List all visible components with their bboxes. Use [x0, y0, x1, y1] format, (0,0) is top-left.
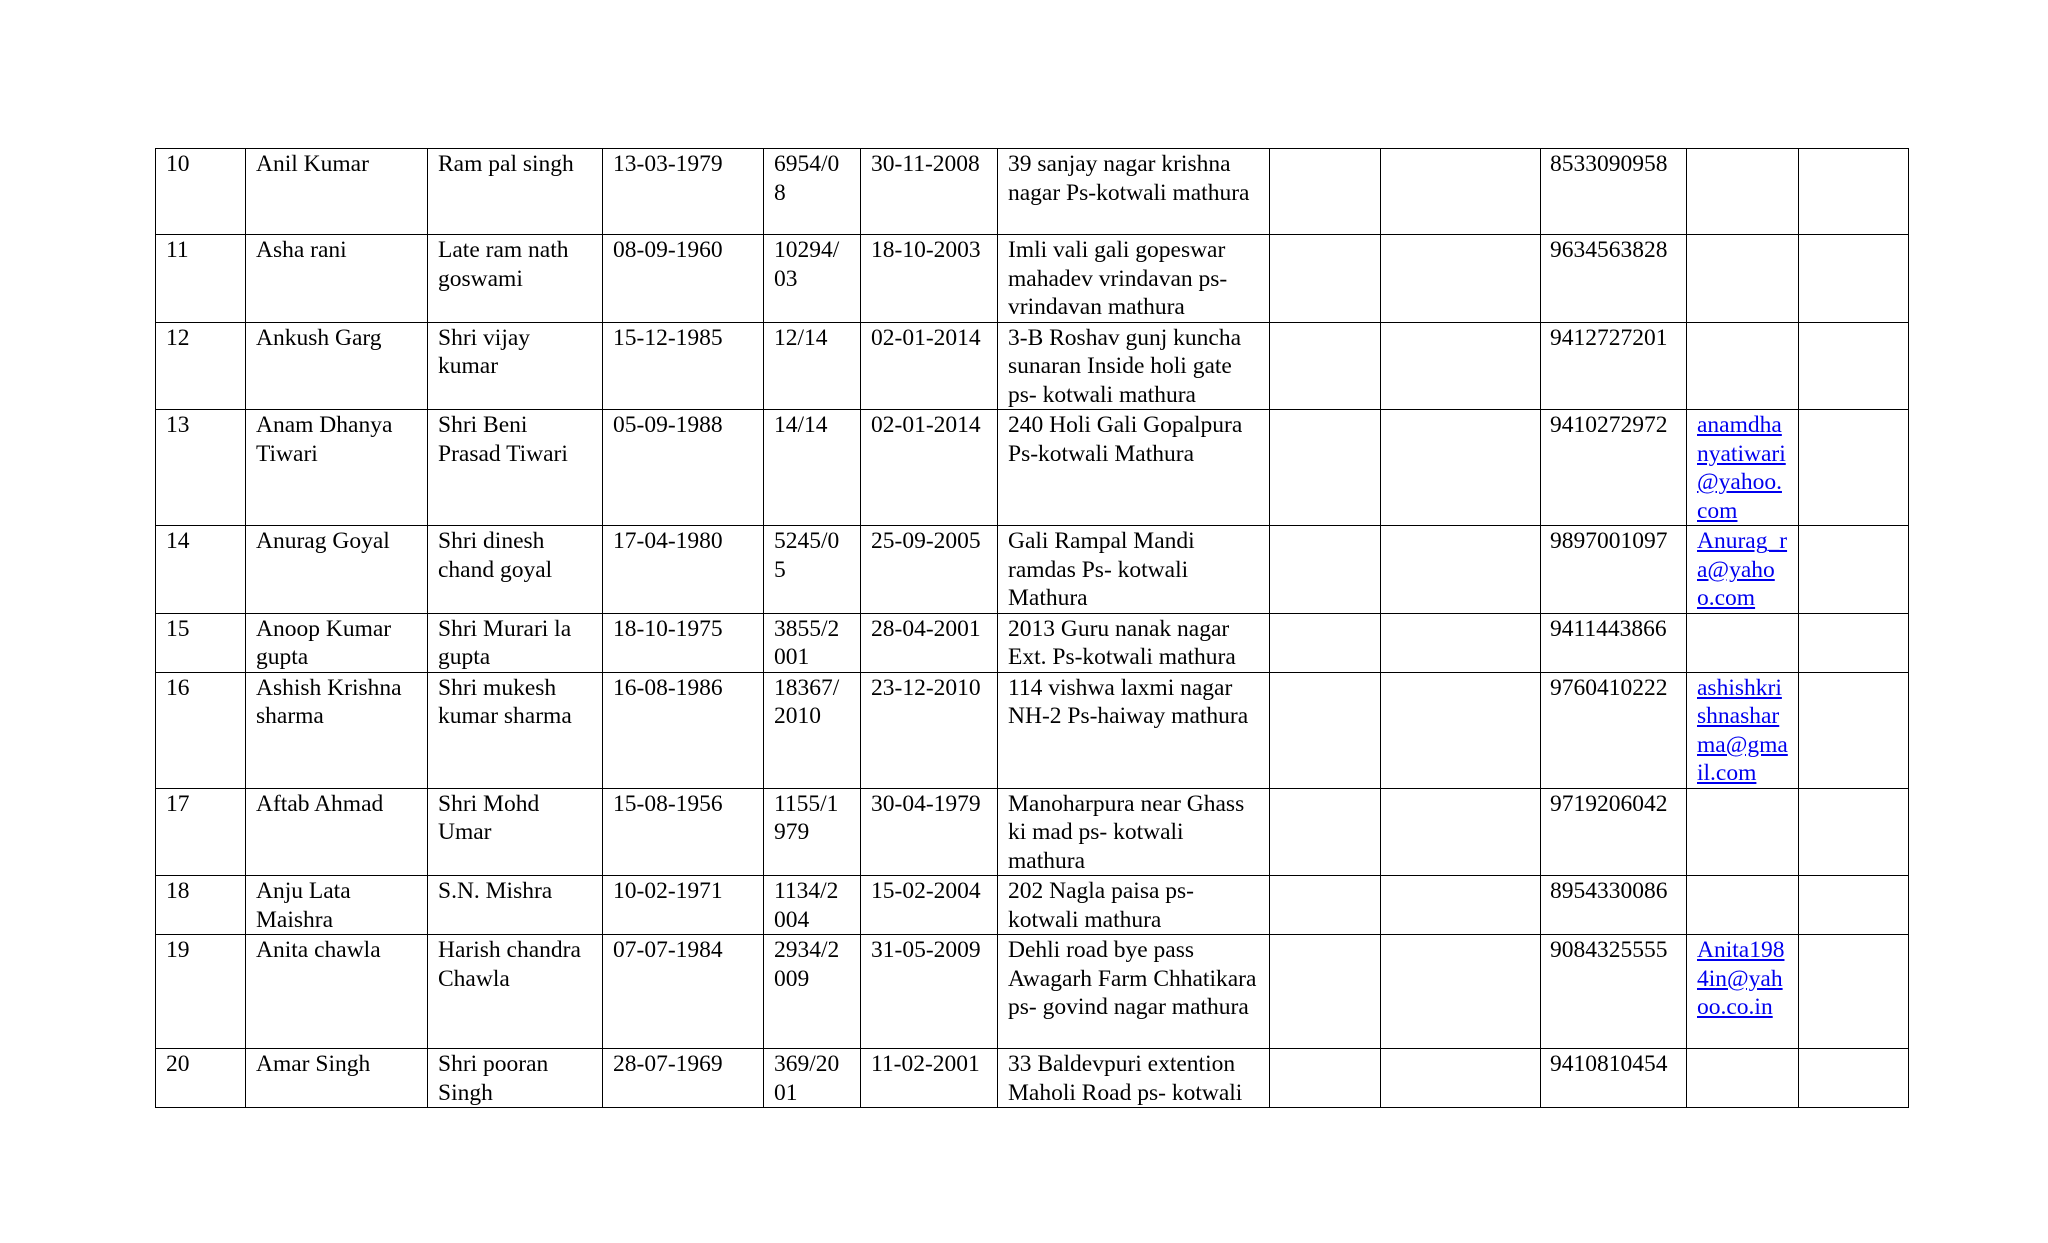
email-link[interactable]: ashishkrishnasharma@gmail.com [1697, 674, 1788, 786]
serial-number-cell: 16 [156, 672, 246, 788]
serial-number-cell: 17 [156, 788, 246, 876]
empty-cell [1270, 235, 1381, 323]
registration-number-cell: 6954/08 [764, 149, 861, 235]
serial-number-cell: 15 [156, 613, 246, 672]
empty-cell [1799, 935, 1909, 1049]
empty-cell [1799, 672, 1909, 788]
empty-cell [1270, 935, 1381, 1049]
address-cell: 33 Baldevpuri extention Maholi Road ps- kotwali [998, 1049, 1270, 1108]
empty-cell [1799, 788, 1909, 876]
empty-cell [1381, 410, 1541, 526]
contact-number-cell: 9634563828 [1541, 235, 1687, 323]
date-of-birth-cell: 15-12-1985 [603, 322, 764, 410]
date-of-birth-cell: 28-07-1969 [603, 1049, 764, 1108]
registration-number-cell: 18367/2010 [764, 672, 861, 788]
email-cell [1687, 526, 1799, 614]
email-cell [1687, 788, 1799, 876]
address-cell: Gali Rampal Mandi ramdas Ps- kotwali Mathura [998, 526, 1270, 614]
table-body [156, 149, 1909, 1108]
serial-number-cell: 18 [156, 876, 246, 935]
name-cell: Anam Dhanya Tiwari [246, 410, 428, 526]
empty-cell [1799, 235, 1909, 323]
table-row [156, 526, 1909, 614]
empty-cell [1799, 410, 1909, 526]
email-cell [1687, 876, 1799, 935]
date-of-birth-cell: 08-09-1960 [603, 235, 764, 323]
father-name-cell: Shri Murari la gupta [428, 613, 603, 672]
registration-number-cell: 14/14 [764, 410, 861, 526]
registration-date-cell: 11-02-2001 [861, 1049, 998, 1108]
serial-number-cell: 19 [156, 935, 246, 1049]
date-of-birth-cell: 18-10-1975 [603, 613, 764, 672]
registration-number-cell: 369/2001 [764, 1049, 861, 1108]
name-cell: Anurag Goyal [246, 526, 428, 614]
email-cell [1687, 410, 1799, 526]
serial-number-cell: 12 [156, 322, 246, 410]
email-cell [1687, 235, 1799, 323]
empty-cell [1381, 235, 1541, 323]
empty-cell [1381, 935, 1541, 1049]
email-cell [1687, 672, 1799, 788]
name-cell: Asha rani [246, 235, 428, 323]
empty-cell [1381, 672, 1541, 788]
father-name-cell: Shri mukesh kumar sharma [428, 672, 603, 788]
name-cell: Anju Lata Maishra [246, 876, 428, 935]
father-name-cell: Late ram nath goswami [428, 235, 603, 323]
address-cell: Dehli road bye pass Awagarh Farm Chhatikara ps- govind nagar mathura [998, 935, 1270, 1049]
empty-cell [1799, 322, 1909, 410]
name-cell: Ashish Krishna sharma [246, 672, 428, 788]
address-cell: 202 Nagla paisa ps- kotwali mathura [998, 876, 1270, 935]
empty-cell [1270, 788, 1381, 876]
date-of-birth-cell: 05-09-1988 [603, 410, 764, 526]
empty-cell [1381, 1049, 1541, 1108]
serial-number-cell: 10 [156, 149, 246, 235]
registration-date-cell: 30-11-2008 [861, 149, 998, 235]
name-cell: Amar Singh [246, 1049, 428, 1108]
contact-number-cell: 9410810454 [1541, 1049, 1687, 1108]
father-name-cell: Shri vijay kumar [428, 322, 603, 410]
contact-number-cell: 9410272972 [1541, 410, 1687, 526]
empty-cell [1381, 876, 1541, 935]
address-cell: 39 sanjay nagar krishna nagar Ps-kotwali mathura [998, 149, 1270, 235]
address-cell: Imli vali gali gopeswar mahadev vrindavan ps-vrindavan mathura [998, 235, 1270, 323]
date-of-birth-cell: 15-08-1956 [603, 788, 764, 876]
email-cell [1687, 322, 1799, 410]
date-of-birth-cell: 07-07-1984 [603, 935, 764, 1049]
empty-cell [1381, 149, 1541, 235]
registration-date-cell: 28-04-2001 [861, 613, 998, 672]
name-cell: Aftab Ahmad [246, 788, 428, 876]
address-cell: 2013 Guru nanak nagar Ext. Ps-kotwali mathura [998, 613, 1270, 672]
contact-number-cell: 9412727201 [1541, 322, 1687, 410]
empty-cell [1799, 1049, 1909, 1108]
registration-date-cell: 31-05-2009 [861, 935, 998, 1049]
empty-cell [1270, 876, 1381, 935]
empty-cell [1270, 149, 1381, 235]
registration-number-cell: 12/14 [764, 322, 861, 410]
contact-number-cell: 8954330086 [1541, 876, 1687, 935]
date-of-birth-cell: 10-02-1971 [603, 876, 764, 935]
date-of-birth-cell: 17-04-1980 [603, 526, 764, 614]
registration-date-cell: 02-01-2014 [861, 322, 998, 410]
father-name-cell: Harish chandra Chawla [428, 935, 603, 1049]
serial-number-cell: 20 [156, 1049, 246, 1108]
registration-date-cell: 15-02-2004 [861, 876, 998, 935]
empty-cell [1381, 613, 1541, 672]
table-row [156, 235, 1909, 323]
registration-number-cell: 10294/03 [764, 235, 861, 323]
table-row [156, 672, 1909, 788]
table-row [156, 876, 1909, 935]
email-cell [1687, 1049, 1799, 1108]
registration-date-cell: 25-09-2005 [861, 526, 998, 614]
empty-cell [1270, 410, 1381, 526]
name-cell: Anoop Kumar gupta [246, 613, 428, 672]
contact-number-cell: 9411443866 [1541, 613, 1687, 672]
contact-number-cell: 9897001097 [1541, 526, 1687, 614]
table-row [156, 149, 1909, 235]
registration-date-cell: 23-12-2010 [861, 672, 998, 788]
empty-cell [1270, 613, 1381, 672]
registration-date-cell: 30-04-1979 [861, 788, 998, 876]
registration-date-cell: 18-10-2003 [861, 235, 998, 323]
father-name-cell: Shri Mohd Umar [428, 788, 603, 876]
registration-date-cell: 02-01-2014 [861, 410, 998, 526]
empty-cell [1381, 526, 1541, 614]
empty-cell [1270, 672, 1381, 788]
email-link[interactable]: anamdhanyatiwari@yahoo.com [1697, 412, 1786, 524]
address-cell: Manoharpura near Ghass ki mad ps- kotwali mathura [998, 788, 1270, 876]
advocate-register-table [155, 148, 1909, 1108]
father-name-cell: Shri Beni Prasad Tiwari [428, 410, 603, 526]
contact-number-cell: 8533090958 [1541, 149, 1687, 235]
name-cell: Anita chawla [246, 935, 428, 1049]
date-of-birth-cell: 16-08-1986 [603, 672, 764, 788]
table-row [156, 1049, 1909, 1108]
name-cell: Anil Kumar [246, 149, 428, 235]
empty-cell [1270, 1049, 1381, 1108]
father-name-cell: Shri pooran Singh [428, 1049, 603, 1108]
email-cell [1687, 613, 1799, 672]
table-row [156, 613, 1909, 672]
contact-number-cell: 9760410222 [1541, 672, 1687, 788]
email-link[interactable]: Anurag_ra@yahoo.com [1697, 528, 1788, 611]
table-row [156, 788, 1909, 876]
empty-cell [1381, 788, 1541, 876]
empty-cell [1270, 322, 1381, 410]
empty-cell [1381, 322, 1541, 410]
contact-number-cell: 9084325555 [1541, 935, 1687, 1049]
empty-cell [1799, 876, 1909, 935]
empty-cell [1270, 526, 1381, 614]
serial-number-cell: 11 [156, 235, 246, 323]
empty-cell [1799, 149, 1909, 235]
empty-cell [1799, 526, 1909, 614]
date-of-birth-cell: 13-03-1979 [603, 149, 764, 235]
name-cell: Ankush Garg [246, 322, 428, 410]
serial-number-cell: 14 [156, 526, 246, 614]
registration-number-cell: 1134/2004 [764, 876, 861, 935]
email-cell [1687, 935, 1799, 1049]
registration-number-cell: 5245/05 [764, 526, 861, 614]
address-cell: 114 vishwa laxmi nagar NH-2 Ps-haiway mathura [998, 672, 1270, 788]
registration-number-cell: 2934/2009 [764, 935, 861, 1049]
email-link[interactable]: Anita1984in@yahoo.co.in [1697, 937, 1785, 1020]
table-row [156, 935, 1909, 1049]
table-row [156, 410, 1909, 526]
empty-cell [1799, 613, 1909, 672]
address-cell: 3-B Roshav gunj kuncha sunaran Inside holi gate ps- kotwali mathura [998, 322, 1270, 410]
table-row [156, 322, 1909, 410]
father-name-cell: Ram pal singh [428, 149, 603, 235]
registration-number-cell: 1155/1979 [764, 788, 861, 876]
contact-number-cell: 9719206042 [1541, 788, 1687, 876]
father-name-cell: S.N. Mishra [428, 876, 603, 935]
address-cell: 240 Holi Gali Gopalpura Ps-kotwali Mathura [998, 410, 1270, 526]
father-name-cell: Shri dinesh chand goyal [428, 526, 603, 614]
email-cell [1687, 149, 1799, 235]
serial-number-cell: 13 [156, 410, 246, 526]
registration-number-cell: 3855/2001 [764, 613, 861, 672]
